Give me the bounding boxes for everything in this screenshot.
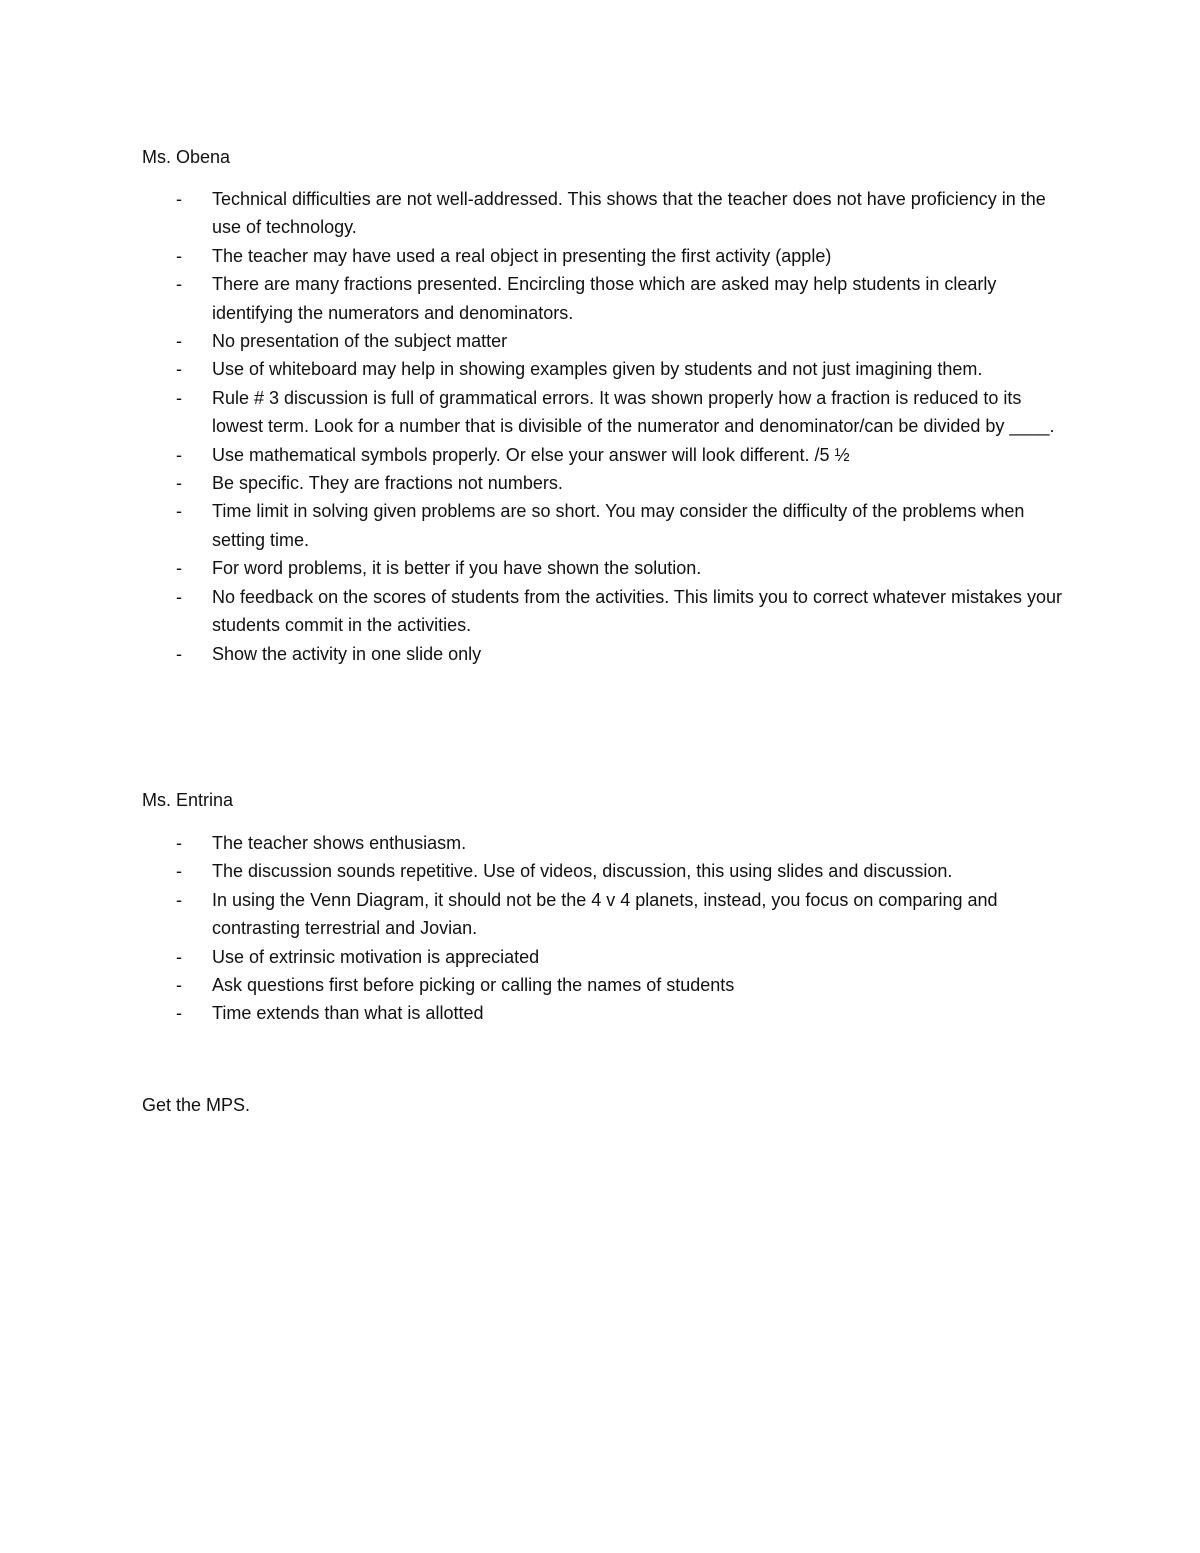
list-item xyxy=(142,943,1072,971)
bullet-dash: - xyxy=(176,444,182,465)
list-item-text: Use of extrinsic motivation is appreciated xyxy=(212,946,540,967)
bullet-dash: - xyxy=(176,387,182,408)
list-item xyxy=(142,583,1072,640)
list-item xyxy=(142,554,1072,582)
list-item xyxy=(142,469,1072,497)
bullet-dash: - xyxy=(176,189,182,209)
bullet-dash: - xyxy=(176,245,182,266)
list-item xyxy=(142,971,1072,999)
list-item xyxy=(142,242,1072,270)
entrina-feedback-list xyxy=(142,829,1072,1028)
list-item-text: Ask questions first before picking or calling the names of students xyxy=(212,975,735,996)
list-item xyxy=(142,441,1072,469)
list-item xyxy=(142,384,1072,441)
list-item-text: Use mathematical symbols properly. Or else your answer will look different. /5 ½ xyxy=(212,444,850,465)
list-item-text: Rule # 3 discussion is full of grammatical errors. It was shown properly how a fraction is reduced to its lowest term. Look for a number that is divisible of the numerator and denominator/can be divided by ____. xyxy=(212,387,1055,437)
bullet-dash: - xyxy=(176,359,182,380)
bullet-dash: - xyxy=(176,331,182,352)
list-item-text: Use of whiteboard may help in showing examples given by students and not just imagining them. xyxy=(212,359,983,380)
list-item-text: The teacher may have used a real object in presenting the first activity (apple) xyxy=(212,245,832,266)
bullet-dash: - xyxy=(176,889,182,910)
list-item-text: For word problems, it is better if you have shown the solution. xyxy=(212,558,702,579)
section-heading-obena: Ms. Obena xyxy=(142,147,231,167)
bullet-dash: - xyxy=(176,861,182,882)
list-item xyxy=(142,270,1072,327)
list-item-text: The teacher shows enthusiasm. xyxy=(212,833,467,853)
list-item-text: There are many fractions presented. Encircling those which are asked may help students in clearly identifying the numerators and denominators. xyxy=(212,274,997,323)
bullet-dash: - xyxy=(176,833,182,853)
list-item xyxy=(142,999,1072,1027)
bullet-dash: - xyxy=(176,558,182,579)
bullet-dash: - xyxy=(176,473,182,494)
bullet-dash: - xyxy=(176,946,182,967)
bullet-dash: - xyxy=(176,643,182,664)
obena-feedback-list xyxy=(142,185,1072,668)
list-item-text: Time extends than what is allotted xyxy=(212,1003,484,1024)
list-item-text: In using the Venn Diagram, it should not be the 4 v 4 planets, instead, you focus on comparing and contrasting terrestrial and Jovian. xyxy=(212,889,998,939)
list-item-text: Technical difficulties are not well-addressed. This shows that the teacher does not have proficiency in the use of technology. xyxy=(212,189,1046,238)
closing-note: Get the MPS. xyxy=(142,1095,251,1115)
bullet-dash: - xyxy=(176,1003,182,1024)
list-item xyxy=(142,857,1072,885)
list-item xyxy=(142,829,1072,857)
list-item xyxy=(142,327,1072,355)
bullet-dash: - xyxy=(176,274,182,295)
bullet-dash: - xyxy=(176,586,182,607)
bullet-dash: - xyxy=(176,501,182,522)
list-item xyxy=(142,886,1072,943)
list-item-text: No feedback on the scores of students from the activities. This limits you to correct whatever mistakes your students commit in the activities. xyxy=(212,586,1063,636)
section-heading-entrina: Ms. Entrina xyxy=(142,790,234,810)
list-item xyxy=(142,185,1072,242)
list-item-text: No presentation of the subject matter xyxy=(212,331,508,352)
bullet-dash: - xyxy=(176,975,182,996)
list-item-text: Show the activity in one slide only xyxy=(212,643,482,664)
list-item-text: Time limit in solving given problems are so short. You may consider the difficulty of the problems when setting time. xyxy=(212,501,1025,550)
list-item-text: The discussion sounds repetitive. Use of videos, discussion, this using slides and discussion. xyxy=(212,861,953,882)
list-item xyxy=(142,355,1072,383)
list-item xyxy=(142,497,1072,554)
list-item xyxy=(142,640,1072,668)
list-item-text: Be specific. They are fractions not numbers. xyxy=(212,473,563,494)
